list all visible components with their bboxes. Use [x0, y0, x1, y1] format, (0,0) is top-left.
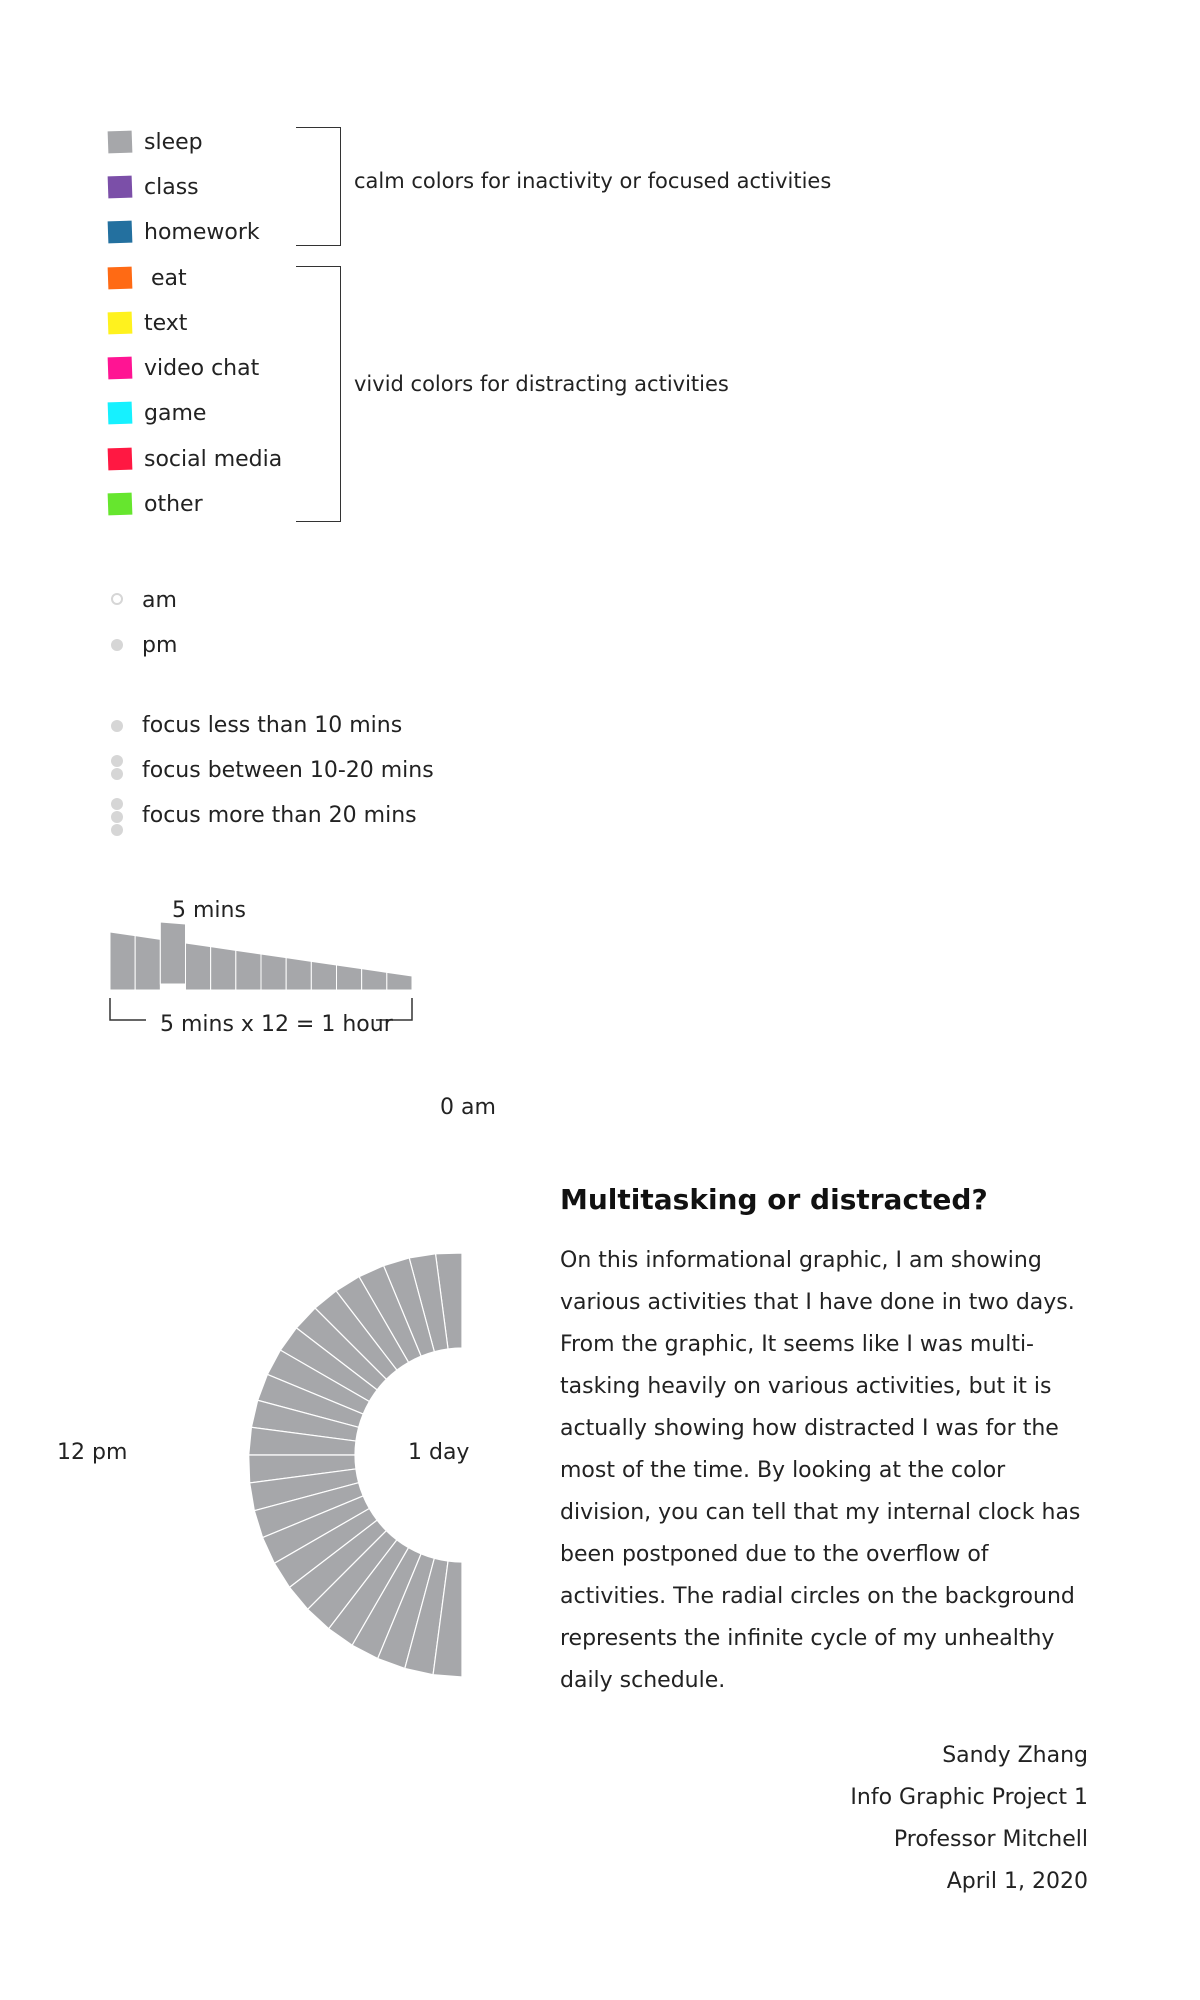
vivid-bracket — [296, 266, 341, 522]
credit-project: Info Graphic Project 1 — [850, 1785, 1088, 1810]
legend-item-game — [108, 398, 206, 428]
article-line: most of the time. By looking at the color — [560, 1458, 1006, 1483]
legend-item-other — [108, 489, 203, 519]
calm-bracket — [296, 127, 341, 246]
legend-label-other: other — [144, 491, 203, 517]
radial-side-label: 12 pm — [57, 1440, 128, 1465]
scale-segment — [135, 936, 160, 990]
article-line: daily schedule. — [560, 1668, 726, 1693]
article-line: division, you can tell that my internal clock has — [560, 1500, 1081, 1525]
class-swatch — [108, 176, 133, 199]
article-line: represents the infinite cycle of my unhealthy — [560, 1626, 1055, 1651]
legend-label-homework: homework — [144, 219, 260, 245]
legend-label-video-chat: video chat — [144, 355, 260, 381]
legend-label-focus-long: focus more than 20 mins — [142, 802, 417, 828]
legend-item-class — [108, 172, 199, 202]
legend-item-focus-short — [108, 710, 402, 740]
article-line: On this informational graphic, I am showing — [560, 1248, 1042, 1273]
scale-segment — [261, 954, 286, 990]
social-media-swatch — [108, 448, 133, 471]
legend-label-game: game — [144, 400, 207, 426]
legend-item-focus-medium — [108, 755, 434, 785]
legend-label-sleep: sleep — [144, 129, 203, 155]
article-line: From the graphic, It seems like I was multi- — [560, 1332, 1034, 1357]
scale-segments — [110, 922, 412, 990]
legend-item-focus-long — [108, 800, 417, 830]
legend-label-social-media: social media — [144, 446, 283, 472]
scale-segment — [337, 965, 362, 990]
game-swatch — [108, 402, 133, 425]
article-body — [560, 1240, 1100, 1702]
scale-segment — [362, 969, 387, 990]
scale-formula: 5 mins x 12 = 1 hour — [160, 1012, 393, 1037]
legend-item-homework — [108, 217, 260, 247]
credits — [850, 1735, 1088, 1903]
single-dot-icon — [111, 720, 123, 732]
legend-item-am — [108, 585, 177, 615]
scale-segment — [236, 950, 261, 990]
five-minute-label: 5 mins — [172, 898, 246, 923]
scale-segment — [160, 922, 185, 984]
legend-label-focus-medium: focus between 10-20 mins — [142, 757, 434, 783]
radial-segments — [249, 1253, 462, 1677]
homework-swatch — [108, 221, 133, 244]
article-line: actually showing how distracted I was for the — [560, 1416, 1059, 1441]
radial-top-label: 0 am — [440, 1095, 496, 1120]
scale-segment — [286, 958, 311, 990]
scale-segment — [387, 972, 412, 990]
article-title: Multitasking or distracted? — [560, 1183, 988, 1216]
credit-author: Sandy Zhang — [942, 1743, 1088, 1768]
legend-label-am: am — [142, 587, 177, 613]
scale-segment — [211, 947, 236, 990]
radial-center-label: 1 day — [408, 1440, 470, 1465]
scale-segment — [311, 961, 336, 990]
hollow-dot-icon — [111, 593, 123, 605]
filled-dot-icon — [111, 639, 123, 651]
triple-dot-icon — [108, 800, 128, 830]
legend-item-video-chat — [108, 353, 259, 383]
legend-label-eat: eat — [144, 265, 187, 291]
legend-item-sleep — [108, 127, 203, 157]
scale-segment — [110, 932, 135, 990]
legend-label-class: class — [144, 174, 199, 200]
credit-date: April 1, 2020 — [946, 1869, 1088, 1894]
legend-item-eat — [108, 263, 187, 293]
legend-item-text — [108, 308, 187, 338]
double-dot-icon — [108, 755, 128, 785]
text-swatch — [108, 312, 133, 335]
calm-colors-note: calm colors for inactivity or focused activities — [354, 169, 832, 193]
legend-item-social-media — [108, 444, 282, 474]
article-line: been postponed due to the overflow of — [560, 1542, 989, 1567]
article-line: activities. The radial circles on the background — [560, 1584, 1075, 1609]
legend-label-focus-short: focus less than 10 mins — [142, 712, 403, 738]
eat-swatch — [108, 267, 133, 290]
other-swatch — [108, 493, 133, 516]
article-line: tasking heavily on various activities, but it is — [560, 1374, 1052, 1399]
legend-label-pm: pm — [142, 632, 178, 658]
sleep-swatch — [108, 131, 133, 154]
scale-segment — [186, 943, 211, 990]
scale-bracket-left — [110, 998, 146, 1020]
legend-item-pm — [108, 630, 177, 660]
article-line: various activities that I have done in two days. — [560, 1290, 1075, 1315]
legend-label-text: text — [144, 310, 188, 336]
video-chat-swatch — [108, 357, 133, 380]
vivid-colors-note: vivid colors for distracting activities — [354, 372, 729, 396]
credit-professor: Professor Mitchell — [893, 1827, 1088, 1852]
